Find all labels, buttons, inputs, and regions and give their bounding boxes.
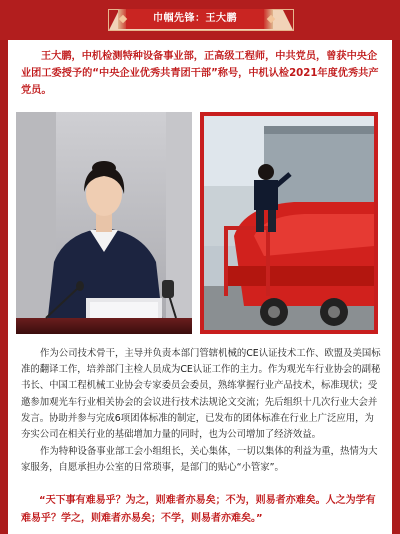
article-panel [8,40,392,534]
section-title: 巾帼先锋：王大鹏 [126,9,264,29]
intro-paragraph: 王大鹏，中机检测特种设备事业部，正高级工程师，中共党员，曾获中央企业团工委授予的“中央企业优秀共青团干部”称号，中机认检2021年度优秀共产党员。 [21,51,379,96]
machinery-illustration [204,116,374,330]
speaker-at-podium-photo [16,112,192,334]
closing-quote: “天下事有难易乎？为之，则难者亦易矣；不为，则易者亦难矣。人之为学有难易乎？学之，则难者亦易矣；不学，则易者亦难矣。” [21,495,376,524]
body-paragraph-union-role: 作为特种设备事业部工会小组组长，关心集体，一切以集体的利益为重，热情为大家服务，自愿承担办公室的日常琐事，是部门的贴心“小管家”。 [21,446,378,474]
inspector-on-red-machinery-photo [200,112,378,334]
body-paragraph-technical-role: 作为公司技术骨干，主导并负责本部门管辖机械的CE认证技术工作、欧盟及美国标准的翻译工作，培养部门主检人员成为CE认证工作的主力。作为观光车行业协会的副秘书长、中国工程机械工业协会专家委员会委员，熟练掌握行业产品技术，标准现状；受邀参加观光车行业相关协会的会议进行技术法规论文交流；先后组织十几次行业大会并发言。协助并参与完成6项团体标准的制定，已发布的团体标准在行业上广泛应用，为夯实公司在相关行业的基础增加力量的同时，也为公司增加了经济效益。 [21,348,381,441]
speaker-illustration [16,112,192,334]
